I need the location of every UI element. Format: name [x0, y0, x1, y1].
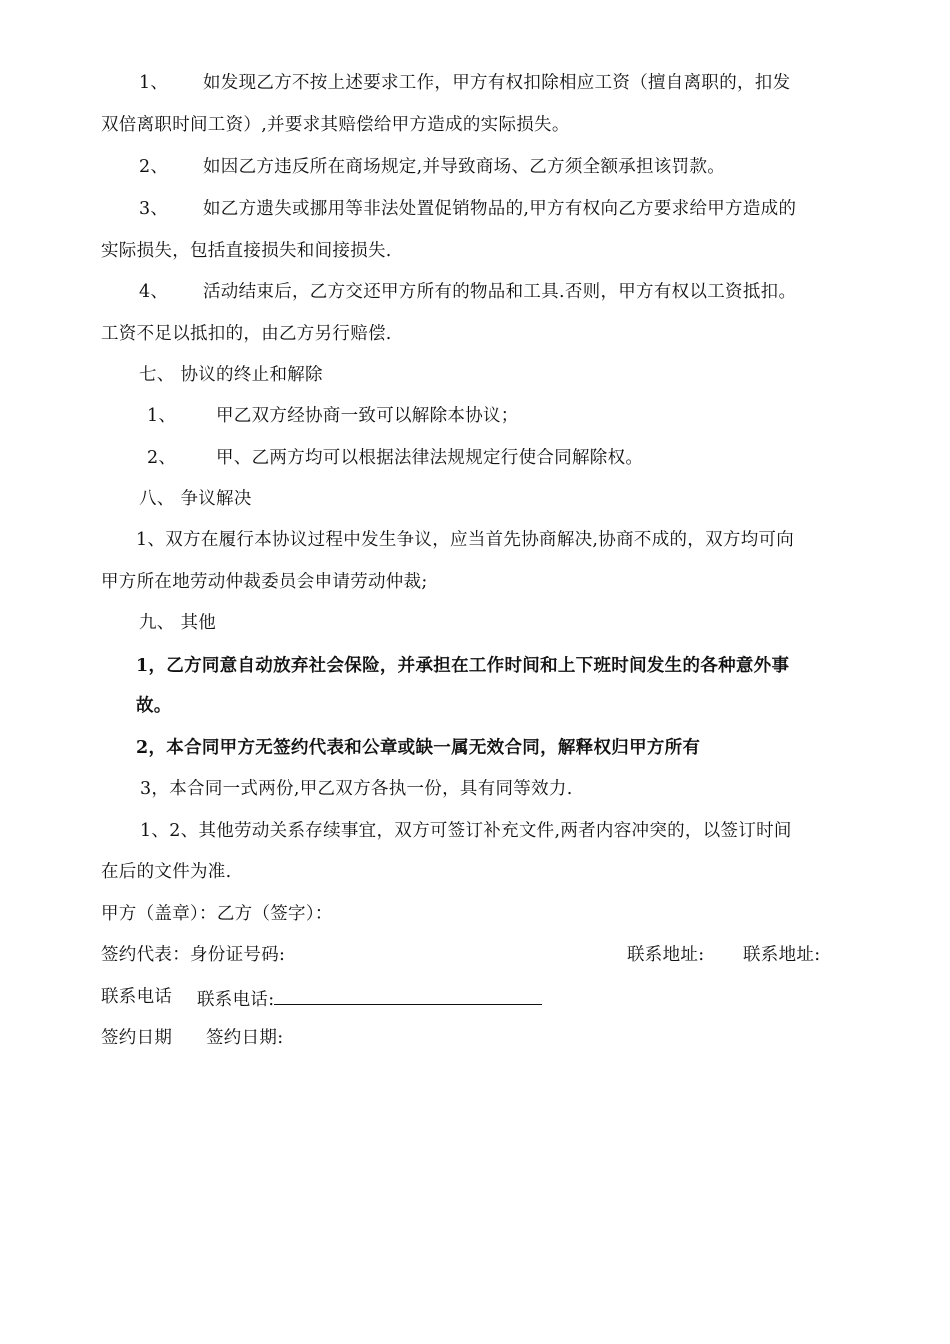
clause-8-line2: 甲方所在地劳动仲裁委员会申请劳动仲裁;	[101, 572, 428, 592]
clause-7-2-number: 2、	[147, 448, 177, 468]
clause-6-2-number: 2、	[139, 157, 169, 177]
clause-6-4-number: 4、	[139, 282, 169, 302]
clause-6-3-line2: 实际损失，包括直接损失和间接损失.	[101, 241, 392, 261]
clause-8-line1: 1、双方在履行本协议过程中发生争议，应当首先协商解决,协商不成的，双方均可向	[136, 530, 795, 550]
signature-address-a: 联系地址:	[627, 945, 705, 965]
clause-9-2-text: 2，本合同甲方无签约代表和公章或缺一属无效合同，解释权归甲方所有	[136, 738, 701, 758]
clause-6-3-number: 3、	[139, 199, 169, 219]
clause-7-1-text: 甲乙双方经协商一致可以解除本协议；	[216, 406, 519, 426]
signature-rep-id: 签约代表：身份证号码:	[101, 945, 286, 965]
clause-6-2-line1: 如因乙方违反所在商场规定,并导致商场、乙方须全额承担该罚款。	[203, 157, 726, 177]
clause-9-4-line1: 1、2、其他劳动关系存续事宜，双方可签订补充文件,两者内容冲突的，以签订时间	[140, 821, 792, 841]
signature-address-b: 联系地址:	[743, 945, 821, 965]
clause-9-4-line2: 在后的文件为准.	[101, 862, 232, 882]
clause-6-1-line1: 如发现乙方不按上述要求工作，甲方有权扣除相应工资（擅自离职的，扣发	[203, 73, 791, 93]
clause-6-3-line1: 如乙方遗失或挪用等非法处置促销物品的,甲方有权向乙方要求给甲方造成的	[203, 199, 797, 219]
clause-7-1-number: 1、	[147, 406, 177, 426]
clause-9-1-line2: 故。	[136, 696, 172, 716]
section-8-heading: 八、 争议解决	[139, 489, 252, 509]
signature-date-b: 签约日期:	[206, 1028, 284, 1048]
clause-6-4-line2: 工资不足以抵扣的，由乙方另行赔偿.	[101, 324, 392, 344]
signature-phone-b-label: 联系电话:	[197, 990, 275, 1010]
signature-phone-b	[197, 986, 542, 1011]
clause-9-3-text: 3，本合同一式两份,甲乙双方各执一份，具有同等效力.	[140, 779, 573, 799]
section-9-heading: 九、 其他	[139, 613, 217, 633]
signature-phone-a: 联系电话	[101, 987, 173, 1007]
phone-fill-line	[274, 986, 542, 1005]
clause-9-1-line1: 1，乙方同意自动放弃社会保险，并承担在工作时间和上下班时间发生的各种意外事	[136, 656, 790, 676]
clause-6-1-line2: 双倍离职时间工资）,并要求其赔偿给甲方造成的实际损失。	[101, 115, 570, 135]
signature-date-a: 签约日期	[101, 1028, 173, 1048]
clause-6-4-line1: 活动结束后，乙方交还甲方所有的物品和工具.否则，甲方有权以工资抵扣。	[203, 282, 797, 302]
signature-parties: 甲方（盖章）：乙方（签字）：	[101, 904, 333, 924]
clause-7-2-text: 甲、乙两方均可以根据法律法规规定行使合同解除权。	[216, 448, 644, 468]
section-7-heading: 七、 协议的终止和解除	[139, 365, 323, 385]
clause-6-1-number: 1、	[139, 73, 169, 93]
